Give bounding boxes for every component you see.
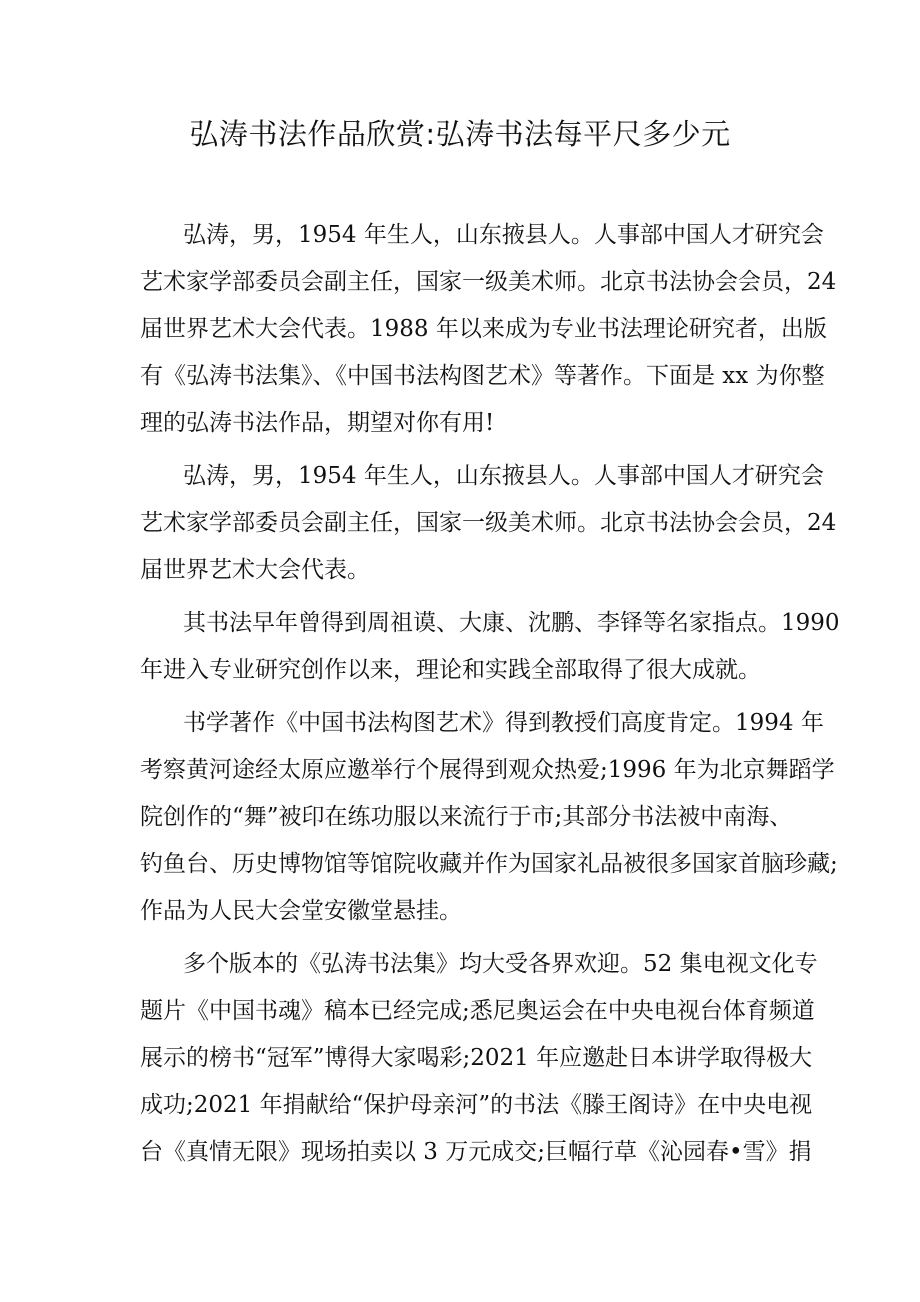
document-title: 弘涛书法作品欣赏:弘涛书法每平尺多少元 <box>189 117 731 151</box>
paragraph <box>140 212 837 447</box>
text-line: 年进入专业研究创作以来，理论和实践全部取得了很大成就。 <box>140 657 761 683</box>
text-line: 届世界艺术大会代表。 <box>140 557 370 583</box>
text-line: 届世界艺术大会代表。1988 年以来成为专业书法理论研究者，出版 <box>140 316 827 342</box>
text-line: 展示的榜书“冠军”博得大家喝彩;2021 年应邀赴日本讲学取得极大 <box>140 1045 813 1071</box>
text-line: 题片《中国书魂》稿本已经完成;悉尼奥运会在中央电视台体育频道 <box>140 998 815 1024</box>
text-line: 作品为人民大会堂安徽堂悬挂。 <box>140 898 462 924</box>
text-line: 理的弘涛书法作品，期望对你有用! <box>140 410 495 436</box>
text-line: 院创作的“舞”被印在练功服以来流行于市;其部分书法被中南海、 <box>140 804 793 830</box>
text-line: 书学著作《中国书法构图艺术》得到教授们高度肯定。1994 年 <box>183 710 824 736</box>
text-line: 考察黄河途经太原应邀举行个展得到观众热爱;1996 年为北京舞蹈学 <box>140 757 835 783</box>
paragraph <box>140 600 840 694</box>
document-body <box>140 212 840 1182</box>
text-line: 钓鱼台、历史博物馆等馆院收藏并作为国家礼品被很多国家首脑珍藏; <box>140 851 838 877</box>
text-line: 其书法早年曾得到周祖谟、大康、沈鹏、李铎等名家指点。1990 <box>183 610 840 636</box>
paragraph <box>140 941 818 1176</box>
text-line: 台《真情无限》现场拍卖以 3 万元成交;巨幅行草《沁园春•雪》捐 <box>140 1139 812 1165</box>
paragraph <box>140 700 838 935</box>
text-line: 艺术家学部委员会副主任，国家一级美术师。北京书法协会会员，24 <box>140 269 837 295</box>
text-line: 艺术家学部委员会副主任，国家一级美术师。北京书法协会会员，24 <box>140 510 837 536</box>
text-line: 有《弘涛书法集》、《中国书法构图艺术》等著作。下面是 xx 为你整 <box>140 363 825 389</box>
text-line: 多个版本的《弘涛书法集》均大受各界欢迎。52 集电视文化专 <box>183 951 818 977</box>
paragraph <box>140 453 837 594</box>
text-line: 成功;2021 年捐献给“保护母亲河”的书法《滕王阁诗》在中央电视 <box>140 1092 813 1118</box>
text-line: 弘涛，男，1954 年生人，山东掖县人。人事部中国人才研究会 <box>183 463 824 489</box>
text-line: 弘涛，男，1954 年生人，山东掖县人。人事部中国人才研究会 <box>183 222 824 248</box>
